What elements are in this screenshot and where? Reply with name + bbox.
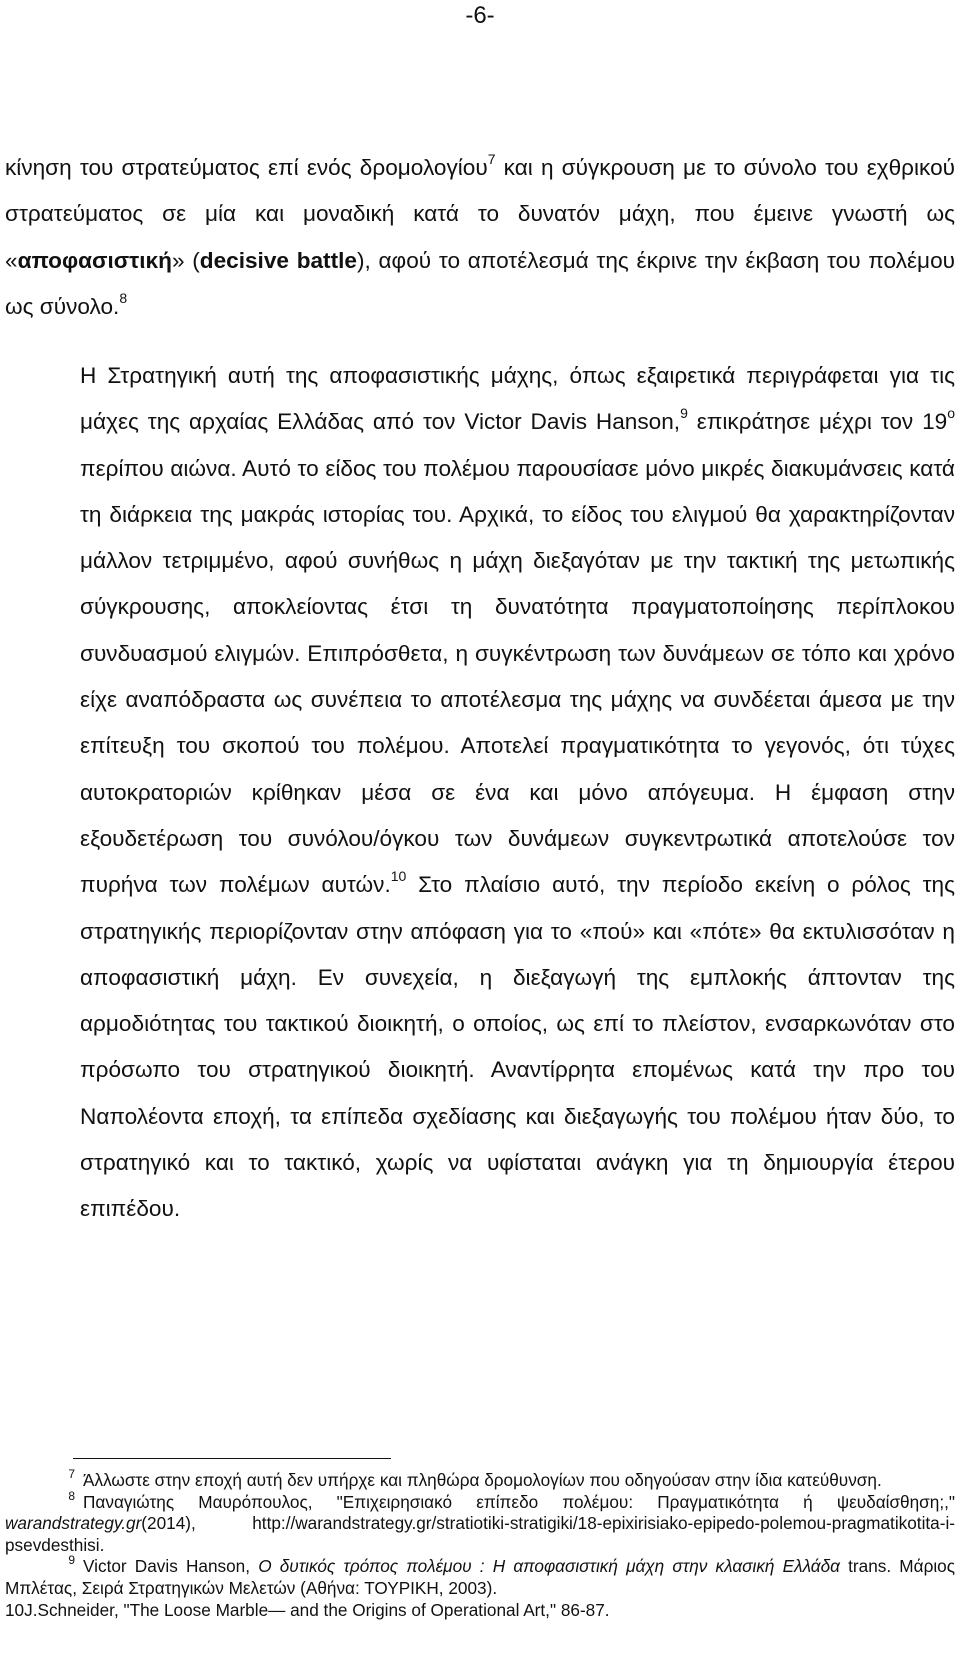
footnote-9: 9 Victor Davis Hanson, Ο δυτικός τρόπος πολέμου : Η αποφασιστική μάχη στην κλασική Ελλάδα trans. Μάριος Μπλέτας, Σειρά Στρατηγικών Μελετών (Αθήνα: ΤΟΥΡΙΚΗ, 2003). bbox=[5, 1553, 956, 1598]
paragraph-text: επικράτησε μέχρι τον 19 bbox=[687, 409, 948, 435]
footnote-text: Victor Davis Hanson, bbox=[83, 1556, 259, 1577]
footnote-7: 7 Άλλωστε στην εποχή αυτή δεν υπήρχε και πληθώρα δρομολογίων που οδηγούσαν στην ίδια κατεύθυνση. bbox=[68, 1467, 882, 1490]
paragraph-text: ), αφού το αποτέλεσμά της έκρινε την έκβαση του πολέμου ως σύνολο. bbox=[5, 247, 956, 319]
footnote-ref-10[interactable]: 10 bbox=[390, 868, 407, 885]
page-number: -6- bbox=[465, 2, 495, 29]
term-bold-greek: αποφασιστική bbox=[17, 247, 172, 273]
footnote-ref-9[interactable]: 9 bbox=[680, 405, 688, 422]
paragraph-text: και η σύγκρουση με το σύνολο του εχθρικού στρατεύματος σε μία και μοναδική κατά το δυνατόν μάχη, που έμεινε γνωστή ως « bbox=[5, 155, 955, 273]
body-paragraph-2 bbox=[5, 353, 955, 1233]
footnote-ref-7[interactable]: 7 bbox=[487, 151, 496, 167]
body-paragraph-1 bbox=[5, 145, 955, 330]
paragraph-text: Η Στρατηγική αυτή της αποφασιστικής μάχης, όπως εξαιρετικά περιγράφεται για τις μάχες της αρχαίας Ελλάδας από τον Victor Davis Hanson, bbox=[80, 363, 955, 435]
footnote-text: J.Schneider, "The Loose Marble— and the Origins of Operational Art," 86-87. bbox=[24, 1599, 610, 1620]
footnote-book-title: Ο δυτικός τρόπος πολέμου : Η αποφασιστική μάχη στην κλασική Ελλάδα bbox=[258, 1556, 840, 1577]
footnote-text: Άλλωστε στην εποχή αυτή δεν υπήρχε και πληθώρα δρομολογίων που οδηγούσαν στην ίδια κατεύθυνση. bbox=[83, 1470, 882, 1490]
footnote-8: 8 Παναγιώτης Μαυρόπουλος, "Επιχειρησιακό επίπεδο πολέμου: Πραγματικότητα ή ψευδαίσθηση;," warandstrategy.gr(2014), http://warandstrategy.gr/stratiotiki-stratigiki/18-epixirisiako-epipedo-polemou-pragmatikotita-i-psevdesthisi. bbox=[5, 1488, 955, 1555]
footnote-text: trans. Μάριος Μπλέτας, Σειρά Στρατηγικών Μελετών (Αθήνα: ΤΟΥΡΙΚΗ, 2003). bbox=[5, 1556, 956, 1598]
footnote-text: Παναγιώτης Μαυρόπουλος, "Επιχειρησιακό επίπεδο πολέμου: Πραγματικότητα ή ψευδαίσθηση;," bbox=[83, 1491, 955, 1512]
footnote-ref-8[interactable]: 8 bbox=[119, 289, 128, 306]
footnote-separator bbox=[73, 1458, 391, 1459]
footnote-site-italic: warandstrategy.gr bbox=[5, 1513, 142, 1534]
footnote-marker: 10 bbox=[5, 1599, 25, 1620]
footnote-url-text[interactable]: (2014), http://warandstrategy.gr/stratiotiki-stratigiki/18-epixirisiako-epipedo-polemou-pragmatikotita-i-psevdesthisi. bbox=[5, 1513, 955, 1555]
paragraph-text: περίπου αιώνα. Αυτό το είδος του πολέμου παρουσίασε μόνο μικρές διακυμάνσεις κατά τη διάρκεια της μακράς ιστορίας του. Αρχικά, το είδος του ελιγμού θα χαρακτηρίζονταν μάλλον τετριμμένο, αφού συνήθως η μάχη διεξαγόταν με την τακτική της μετωπικής σύγκρουσης, αποκλείοντας έτσι τη δυνατότητα πραγματοποίησης περίπλοκου συνδυασμού ελιγμών. Επιπρόσθετα, η συγκέντρωση των δυνάμεων σε τόπο και χρόνο είχε αναπόδραστα ως συνέπεια το αποτέλεσμα της μάχης να συνδέεται άμεσα με την επίτευξη του σκοπού του πολέμου. Αποτελεί πραγματικότητα το γεγονός, ότι τύχες αυτοκρατοριών κρίθηκαν μέσα σε ένα και μόνο απόγευμα. Η έμφαση στην εξουδετέρωση του συνόλου/όγκου των δυνάμεων συγκεντρωτικά αποτελούσε τον πυρήνα των πολέμων αυτών. bbox=[80, 455, 955, 898]
paragraph-text: » ( bbox=[171, 247, 200, 273]
footnote-10 bbox=[5, 1600, 955, 1622]
paragraph-text: κίνηση του στρατεύματος επί ενός δρομολογίου bbox=[5, 155, 488, 180]
footnotes bbox=[5, 1467, 956, 1621]
term-bold-english: decisive battle bbox=[199, 247, 357, 273]
ordinal-superscript: ο bbox=[947, 405, 955, 422]
paragraph-text: Στο πλαίσιο αυτό, την περίοδο εκείνη ο ρόλος της στρατηγικής περιορίζονταν στην απόφαση για το «πού» και «πότε» θα εκτυλισσόταν η αποφασιστική μάχη. Εν συνεχεία, η διεξαγωγή της εμπλοκής άπτονταν της αρμοδιότητας του τακτικού διοικητή, ο οποίος, ως επί το πλείστον, ενσαρκωνόταν στο πρόσωπο του στρατηγικού διοικητή. Αναντίρρητα επομένως κατά την προ του Ναπολέοντα εποχή, τα επίπεδα σχεδίασης και διεξαγωγής του πολέμου ήταν δύο, το στρατηγικό και το τακτικό, χωρίς να υφίσταται ανάγκη για τη δημιουργία έτερου επιπέδου. bbox=[80, 872, 956, 1222]
